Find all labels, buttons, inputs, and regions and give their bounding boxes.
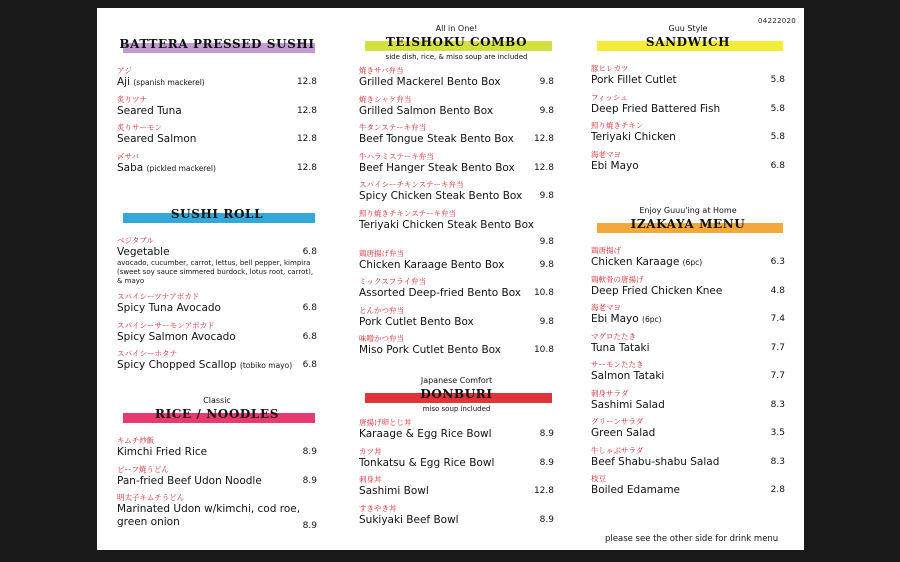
item-list bbox=[117, 236, 317, 378]
section-title: RICE / NOODLES bbox=[155, 407, 279, 421]
item-price: 9.8 bbox=[539, 77, 554, 87]
menu-item bbox=[591, 303, 785, 332]
item-japanese-name: 枝豆 bbox=[591, 474, 606, 483]
menu-item bbox=[359, 334, 554, 363]
item-price: 6.3 bbox=[770, 257, 785, 267]
item-price: 5.8 bbox=[770, 75, 785, 85]
menu-item bbox=[359, 209, 554, 249]
menu-item bbox=[591, 246, 785, 275]
item-price: 10.8 bbox=[533, 345, 554, 355]
item-name-line bbox=[591, 285, 785, 298]
item-name: Vegetable bbox=[117, 246, 170, 258]
menu-item bbox=[117, 123, 317, 152]
item-name: Pork Cutlet Bento Box bbox=[359, 315, 474, 328]
menu-item bbox=[359, 277, 554, 306]
item-name-line bbox=[359, 485, 554, 498]
menu-item bbox=[591, 121, 785, 150]
menu-sheet bbox=[97, 8, 804, 550]
item-price: 6.8 bbox=[302, 360, 317, 370]
item-name-line bbox=[117, 359, 317, 372]
item-name: Sukiyaki Beef Bowl bbox=[359, 513, 459, 526]
item-price: 10.8 bbox=[533, 288, 554, 298]
item-price: 8.9 bbox=[302, 447, 317, 457]
menu-item bbox=[359, 447, 554, 476]
section-title: IZAKAYA MENU bbox=[630, 217, 746, 231]
item-japanese-name: 豚ヒレカツ bbox=[591, 64, 629, 73]
item-name-line bbox=[359, 76, 554, 89]
item-name: Beef Shabu-shabu Salad bbox=[591, 455, 720, 468]
item-name: Grilled Mackerel Bento Box bbox=[359, 76, 501, 88]
item-price: 3.5 bbox=[770, 428, 785, 438]
item-name-line bbox=[359, 287, 554, 300]
item-name: Spicy Tuna Avocado bbox=[117, 302, 221, 314]
item-price: 7.4 bbox=[770, 314, 785, 324]
menu-item bbox=[359, 306, 554, 335]
item-name: Saba bbox=[117, 161, 144, 174]
section-title: DONBURI bbox=[420, 387, 493, 401]
item-name-line bbox=[359, 219, 544, 232]
item-price: 7.7 bbox=[770, 371, 785, 381]
item-name: Ebi Mayo bbox=[591, 159, 639, 172]
item-description: avocado, cucumber, carrot, lettus, bell pepper, kimpira (sweet soy sauce simmered burdock, lotus root, carrot), & mayo bbox=[117, 259, 314, 285]
menu-item bbox=[591, 93, 785, 122]
menu-item bbox=[591, 474, 785, 503]
menu-item bbox=[591, 389, 785, 418]
menu-item bbox=[359, 152, 554, 181]
item-japanese-name: 海老マヨ bbox=[591, 149, 621, 159]
item-list bbox=[359, 418, 554, 532]
item-name-line bbox=[359, 514, 554, 527]
item-name: Deep Fried Chicken Knee bbox=[591, 284, 723, 297]
item-list bbox=[359, 66, 554, 363]
section-rice-noodles bbox=[117, 396, 317, 533]
menu-item bbox=[117, 321, 317, 350]
item-name-line bbox=[591, 370, 785, 383]
section-banner bbox=[359, 386, 554, 404]
item-note: (6pc) bbox=[642, 315, 662, 324]
section-banner bbox=[117, 36, 317, 54]
item-price: 6.8 bbox=[302, 247, 317, 257]
item-name-line bbox=[359, 457, 554, 470]
item-name: Beef Hanger Steak Bento Box bbox=[359, 161, 515, 174]
document-code: 04222020 bbox=[757, 17, 796, 25]
item-name: Sashimi Salad bbox=[591, 398, 665, 411]
item-name-line bbox=[591, 456, 785, 469]
section-tagline: All in One! bbox=[435, 24, 478, 33]
item-name: Seared Tuna bbox=[117, 104, 182, 117]
item-name: Grilled Salmon Bento Box bbox=[359, 104, 494, 117]
item-japanese-name: ビーフ焼うどん bbox=[117, 464, 169, 474]
menu-item bbox=[359, 66, 554, 95]
item-name: Sashimi Bowl bbox=[359, 485, 429, 497]
item-name: Assorted Deep-fried Bento Box bbox=[359, 287, 522, 299]
item-price: 8.9 bbox=[539, 514, 554, 525]
section-izakaya bbox=[591, 206, 785, 503]
item-japanese-name: スパイシーチキンステーキ弁当 bbox=[359, 180, 464, 189]
item-name: Pan-fried Beef Udon Noodle bbox=[117, 474, 262, 487]
item-price: 7.7 bbox=[770, 342, 785, 353]
item-japanese-name: 焼きシャケ弁当 bbox=[359, 94, 412, 104]
menu-item bbox=[591, 275, 785, 304]
item-japanese-name: 明太子キムチうどん bbox=[117, 493, 185, 502]
item-list bbox=[591, 64, 785, 178]
item-japanese-name: フィッシュ bbox=[591, 92, 628, 102]
item-name: Spicy Chicken Steak Bento Box bbox=[359, 190, 523, 202]
menu-item bbox=[359, 475, 554, 504]
section-sandwich bbox=[591, 24, 785, 178]
item-name-line bbox=[591, 256, 785, 269]
item-name-line bbox=[117, 475, 317, 488]
item-name: Tonkatsu & Egg Rice Bowl bbox=[359, 456, 495, 469]
item-name-line bbox=[359, 133, 554, 146]
item-name-line bbox=[591, 131, 785, 144]
item-price: 5.8 bbox=[770, 132, 785, 142]
item-name: Kimchi Fried Rice bbox=[117, 446, 208, 458]
section-banner bbox=[117, 406, 317, 424]
footer-note: please see the other side for drink menu bbox=[605, 534, 779, 544]
item-name-line bbox=[117, 76, 317, 89]
item-name: Deep Fried Battered Fish bbox=[591, 102, 721, 115]
item-name-line bbox=[117, 246, 317, 259]
menu-item bbox=[591, 64, 785, 93]
item-name: Beef Tongue Steak Bento Box bbox=[359, 133, 514, 145]
section-title: SANDWICH bbox=[645, 35, 731, 49]
item-name-line bbox=[117, 446, 317, 459]
item-name: Salmon Tataki bbox=[591, 370, 665, 382]
item-name: Pork Fillet Cutlet bbox=[591, 74, 677, 86]
item-name: Chicken Karaage bbox=[591, 256, 680, 268]
item-japanese-name: 炙りツナ bbox=[117, 94, 147, 104]
item-note: (pickled mackerel) bbox=[146, 163, 216, 173]
item-note: (tobiko mayo) bbox=[239, 361, 293, 370]
item-japanese-name: 海老マヨ bbox=[591, 303, 621, 312]
item-japanese-name: 牛ハラミステーキ弁当 bbox=[359, 151, 434, 161]
item-name: Spicy Chopped Scallop bbox=[117, 359, 237, 371]
item-name: Boiled Edamame bbox=[591, 484, 681, 496]
item-name: Chicken Karaage Bento Box bbox=[359, 258, 505, 271]
item-list bbox=[117, 66, 317, 180]
section-tagline: Enjoy Guuu'ing at Home bbox=[639, 206, 737, 215]
item-name: Spicy Salmon Avocado bbox=[117, 330, 236, 343]
item-note: (spanish mackerel) bbox=[133, 78, 205, 87]
item-name-line bbox=[359, 316, 554, 329]
item-name-line bbox=[591, 103, 785, 116]
section-teishoku bbox=[359, 24, 554, 363]
item-japanese-name: スパイシーサーモンアボカド bbox=[117, 320, 215, 330]
item-japanese-name: サーモンたたき bbox=[591, 360, 644, 369]
menu-item bbox=[359, 504, 554, 533]
section-banner bbox=[359, 34, 554, 52]
section-banner bbox=[117, 206, 317, 224]
item-price: 6.8 bbox=[302, 331, 317, 342]
item-price: 5.8 bbox=[770, 103, 785, 114]
item-price: 9.8 bbox=[539, 105, 554, 116]
item-japanese-name: 唐揚げ卵とじ丼 bbox=[359, 418, 412, 427]
menu-item bbox=[359, 418, 554, 447]
item-name-line bbox=[359, 428, 554, 441]
item-list bbox=[117, 436, 317, 533]
section-title: TEISHOKU COMBO bbox=[385, 35, 528, 49]
item-note: (6pc) bbox=[682, 258, 703, 267]
menu-item bbox=[117, 292, 317, 321]
item-japanese-name: アジ bbox=[117, 66, 132, 75]
item-japanese-name: スパイシーホタテ bbox=[117, 349, 177, 358]
item-japanese-name: スパイシーツナアボカド bbox=[117, 292, 200, 301]
item-price: 8.9 bbox=[302, 475, 317, 486]
item-name-line bbox=[117, 162, 317, 175]
item-price: 12.8 bbox=[296, 105, 317, 116]
item-price: 12.8 bbox=[296, 162, 317, 173]
item-name-line bbox=[359, 259, 554, 272]
menu-item bbox=[117, 465, 317, 494]
item-price: 2.8 bbox=[770, 485, 785, 495]
menu-item bbox=[117, 349, 317, 378]
item-price: 12.8 bbox=[533, 486, 554, 496]
item-japanese-name: 炙りサーモン bbox=[117, 123, 162, 132]
item-japanese-name: 鶏軟骨の唐揚げ bbox=[591, 274, 644, 284]
menu-item bbox=[359, 123, 554, 152]
item-name-line bbox=[591, 74, 785, 87]
section-tagline: Guu Style bbox=[668, 24, 708, 33]
menu-item bbox=[117, 236, 317, 286]
section-banner bbox=[591, 34, 785, 52]
item-price: 6.8 bbox=[770, 160, 785, 171]
item-japanese-name: 牛タンステーキ弁当 bbox=[359, 123, 427, 132]
item-name-line bbox=[117, 133, 317, 146]
menu-item bbox=[591, 332, 785, 361]
item-price: 8.9 bbox=[302, 521, 317, 531]
item-japanese-name: すきやき丼 bbox=[359, 503, 397, 513]
item-japanese-name: カツ丼 bbox=[359, 446, 382, 456]
item-japanese-name: 刺身サラダ bbox=[591, 388, 629, 398]
item-price: 6.8 bbox=[302, 303, 317, 313]
section-sushi-roll bbox=[117, 206, 317, 378]
menu-item bbox=[117, 66, 317, 95]
section-subtitle: miso soup included bbox=[422, 405, 491, 413]
item-name-line bbox=[591, 160, 785, 173]
item-name: Tuna Tataki bbox=[591, 341, 650, 354]
item-list bbox=[591, 246, 785, 503]
section-title: BATTERA PRESSED SUSHI bbox=[119, 37, 315, 51]
item-price: 9.8 bbox=[539, 191, 554, 201]
item-price: 12.8 bbox=[533, 134, 554, 144]
menu-item bbox=[591, 150, 785, 179]
item-price: 9.8 bbox=[539, 259, 554, 270]
item-name-line bbox=[359, 190, 554, 203]
section-subtitle: side dish, rice, & miso soup are included bbox=[385, 53, 528, 61]
item-japanese-name: 照り焼きチキンステーキ弁当 bbox=[359, 208, 457, 218]
item-price: 8.3 bbox=[770, 399, 785, 410]
item-name-line bbox=[591, 313, 785, 326]
item-price: 12.8 bbox=[533, 162, 554, 173]
item-price: 9.8 bbox=[539, 236, 554, 247]
item-japanese-name: 鶏唐揚げ bbox=[591, 246, 621, 255]
item-price: 8.3 bbox=[770, 456, 785, 467]
item-japanese-name: 味噌かつ弁当 bbox=[359, 334, 404, 343]
item-name-line bbox=[591, 484, 785, 497]
item-name-line bbox=[359, 162, 554, 175]
item-japanese-name: 牛しゃぶサラダ bbox=[591, 445, 644, 455]
section-title: SUSHI ROLL bbox=[170, 207, 264, 221]
item-price: 12.8 bbox=[296, 77, 317, 87]
item-japanese-name: ミックスフライ弁当 bbox=[359, 277, 427, 286]
menu-item bbox=[117, 95, 317, 124]
item-name: Marinated Udon w/kimchi, cod roe, green onion bbox=[117, 503, 301, 528]
item-japanese-name: マグロたたき bbox=[591, 331, 636, 341]
menu-item bbox=[591, 360, 785, 389]
section-tagline: Japanese Comfort bbox=[420, 376, 493, 385]
item-japanese-name: 〆サバ bbox=[117, 151, 140, 161]
menu-item bbox=[591, 417, 785, 446]
section-donburi bbox=[359, 376, 554, 532]
item-japanese-name: ベジタブル bbox=[117, 236, 154, 245]
item-name-line bbox=[591, 342, 785, 355]
item-name: Karaage & Egg Rice Bowl bbox=[359, 428, 492, 440]
item-name-line bbox=[117, 331, 317, 344]
item-japanese-name: 焼きサバ弁当 bbox=[359, 66, 404, 75]
item-japanese-name: 照り焼きチキン bbox=[591, 121, 644, 130]
item-name: Aji bbox=[117, 76, 131, 88]
menu-item bbox=[117, 152, 317, 181]
item-name-line bbox=[359, 344, 554, 357]
item-name: Green Salad bbox=[591, 427, 656, 439]
menu-item bbox=[117, 493, 317, 533]
item-price: 8.9 bbox=[539, 457, 554, 468]
item-name-line bbox=[117, 503, 302, 529]
item-japanese-name: グリーンサラダ bbox=[591, 417, 644, 426]
item-name: Ebi Mayo bbox=[591, 313, 639, 325]
item-name-line bbox=[591, 427, 785, 440]
item-name: Teriyaki Chicken Steak Bento Box bbox=[359, 218, 534, 231]
item-name: Teriyaki Chicken bbox=[591, 131, 676, 143]
item-price: 4.8 bbox=[770, 285, 785, 296]
item-japanese-name: キムチ炒飯 bbox=[117, 436, 155, 445]
menu-item bbox=[359, 249, 554, 278]
menu-item bbox=[117, 436, 317, 465]
item-name-line bbox=[117, 302, 317, 315]
item-japanese-name: 鶏唐揚げ弁当 bbox=[359, 248, 404, 258]
menu-item bbox=[359, 95, 554, 124]
menu-item bbox=[359, 180, 554, 209]
item-price: 12.8 bbox=[296, 134, 317, 144]
menu-item bbox=[591, 446, 785, 475]
item-name: Seared Salmon bbox=[117, 133, 197, 145]
item-name-line bbox=[591, 399, 785, 412]
item-japanese-name: とんかつ弁当 bbox=[359, 305, 404, 315]
item-price: 8.9 bbox=[539, 429, 554, 439]
item-name-line bbox=[117, 105, 317, 118]
item-name-line bbox=[359, 105, 554, 118]
item-name: Miso Pork Cutlet Bento Box bbox=[359, 344, 501, 356]
section-tagline: Classic bbox=[203, 396, 231, 405]
section-banner bbox=[591, 216, 785, 234]
item-price: 9.8 bbox=[539, 316, 554, 327]
item-japanese-name: 刺身丼 bbox=[359, 475, 382, 484]
section-battera bbox=[117, 36, 317, 180]
